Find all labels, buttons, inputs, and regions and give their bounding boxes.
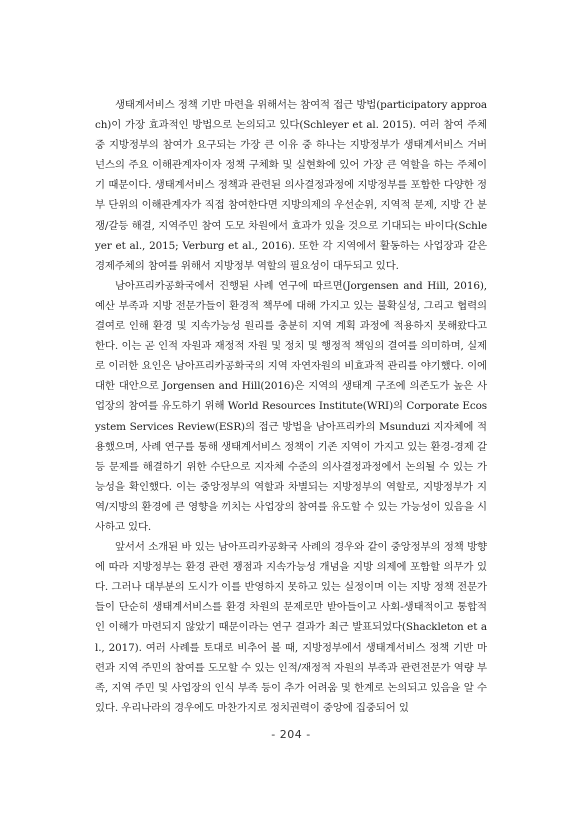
paragraph-text: 남아프리카공화국에서 진행된 사례 연구에 따르면(Jorgensen and Hill, 2016), 예산 부족과 지방 전문가들이 환경적 책무에 대해 가지고 있는 불확실성, 그리고 협력의 결여로 인해 환경 및 지속가능성 원리를 충분히 지역 계획 과정에 적용하지 못해왔다고 한다. 이는 곧 인적 자원과 재정적 자원 및 정치 및 행정적 책임의 결여를 의미하며, 실제로 이러한 요인은 남아프리카공화국의 지역 자연자원의 비효과적 관리를 야기했다. 이에 대한 대안으로 Jorgensen and Hill(2016)은 지역의 생태계 구조에 의존도가 높은 사업장의 참여를 유도하기 위해 World Resources Institute(WRI)의 Corporate Ecosystem Services Review(ESR)의 접근 방법을 남아프리카의 Msunduzi 지자체에 적용했으며, 사례 연구를 통해 생태계서비스 정책이 기존 지역이 가지고 있는 환경-경제 갈등 문제를 해결하기 위한 수단으로 지자체 수준의 의사결정과정에서 논의될 수 있는 가능성을 확인했다. 이는 중앙정부의 역할과 차별되는 지방정부의 역할로, 지방정부가 지역/지방의 환경에 큰 영향을 끼치는 사업장의 참여를 유도할 수 있는 가능성이 있음을 시사하고 있다. [95, 279, 487, 533]
paragraph [95, 95, 487, 276]
paragraph [95, 276, 487, 537]
paragraph [95, 537, 487, 718]
paragraph-text: 앞서서 소개된 바 있는 남아프리카공화국 사례의 경우와 같이 중앙정부의 정책 방향에 따라 지방정부는 환경 관련 쟁점과 지속가능성 개념을 지방 의제에 포함할 의무가 있다. 그러나 대부분의 도시가 이를 반영하지 못하고 있는 실정이며 이는 지방 정책 전문가들이 단순히 생태계서비스를 환경 차원의 문제로만 받아들이고 사회-생태적이고 통합적인 이해가 마련되지 않았기 때문이라는 연구 결과가 최근 발표되었다(Shackleton et al., 2017). 여러 사례를 토대로 비추어 볼 때, 지방정부에서 생태계서비스 정책 기반 마련과 지역 주민의 참여를 도모할 수 있는 인적/재정적 자원의 부족과 관련전문가 역량 부족, 지역 주민 및 사업장의 인식 부족 등이 추가 어려움 및 한계로 논의되고 있음을 알 수 있다. 우리나라의 경우에도 마찬가지로 정치권력이 중앙에 집중되어 있 [95, 541, 487, 714]
body-text [95, 95, 487, 718]
paragraph-text: 생태계서비스 정책 기반 마련을 위해서는 참여적 접근 방법(participatory approach)이 가장 효과적인 방법으로 논의되고 있다(Schleyer et al. 2015). 여러 참여 주체 중 지방정부의 참여가 요구되는 가장 큰 이유 중 하나는 지방정부가 생태계서비스 거버넌스의 주요 이해관계자이자 정책 구체화 및 실현화에 있어 가장 큰 역할을 하는 주체이기 때문이다. 생태계서비스 정책과 관련된 의사결정과정에 지방정부를 포함한 다양한 정부 단위의 이해관계자가 직접 참여한다면 지방의제의 우선순위, 지역적 문제, 지방 간 분쟁/갈등 해결, 지역주민 참여 도모 차원에서 효과가 있을 것으로 기대되는 바이다(Schleyer et al., 2015; Verburg et al., 2016). 또한 각 지역에서 활동하는 사업장과 같은 경제주체의 참여를 위해서 지방정부 역할의 필요성이 대두되고 있다. [95, 99, 487, 272]
page-number: - 204 - [271, 728, 311, 741]
